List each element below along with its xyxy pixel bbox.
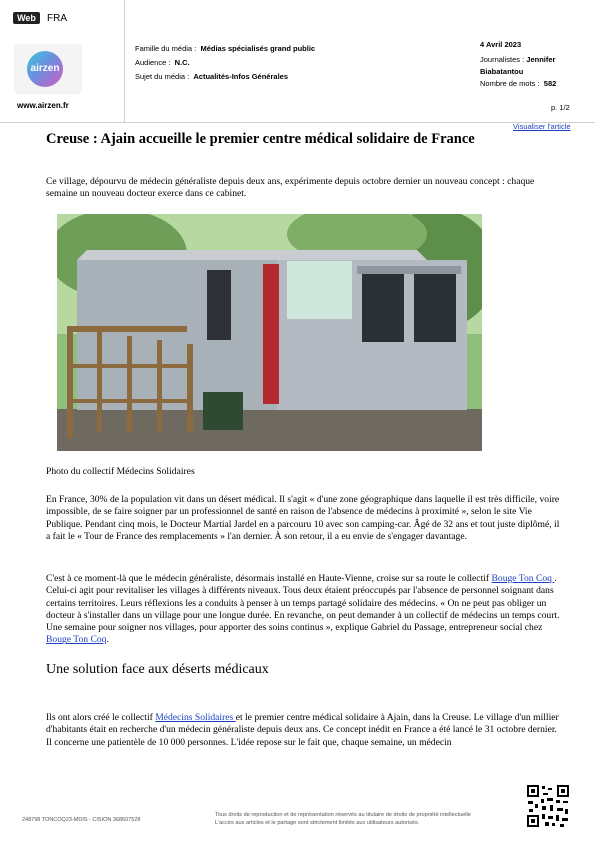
- bouge-ton-coq-link-2[interactable]: Bouge Ton Coq: [46, 634, 107, 646]
- site-url: www.airzen.fr: [17, 101, 69, 110]
- journalistes-label: Journalistes :: [480, 55, 525, 64]
- sujet-value: Actualités-Infos Générales: [193, 72, 288, 81]
- language-label: FRA: [47, 13, 67, 24]
- header-divider-horizontal: [0, 122, 595, 123]
- journalistes-value: Jennifer: [526, 55, 556, 64]
- audience-label: Audience :: [135, 58, 171, 67]
- article-title: Creuse : Ajain accueille le premier centre médical solidaire de France: [46, 131, 475, 147]
- medecins-solidaires-link[interactable]: Médecins Solidaires: [155, 712, 236, 723]
- article-lead: Ce village, dépourvu de médecin généraliste depuis deux ans, expérimente depuis octobre dernier un nouveau concept : chaque semaine un nouveau docteur exerce dans ce cabinet.: [46, 176, 535, 200]
- view-article-link[interactable]: Visualiser l'article: [513, 122, 571, 131]
- logo-text: airzen: [27, 51, 63, 87]
- sujet-label: Sujet du média :: [135, 72, 190, 81]
- page-number: p. 1/2: [551, 103, 570, 112]
- footer-rights-line-2: L'accès aux articles et le partage sont strictement limités aux utilisateurs autorisés.: [215, 820, 420, 826]
- paragraph-3: [46, 712, 561, 749]
- mots-value: 582: [543, 79, 557, 88]
- publication-date: 4 Avril 2023: [480, 40, 522, 49]
- bouge-ton-coq-link[interactable]: Bouge Ton Coq: [491, 573, 555, 584]
- mots-row: [480, 79, 556, 89]
- audience-row: [135, 58, 190, 68]
- journalistes-value-2: Biabatantou: [480, 67, 524, 76]
- paragraph-1: En France, 30% de la population vit dans un désert médical. Il s'agit « d'une zone géographique dans laquelle il est très difficile, voire impossible, de se faire soigner par un professionnel de santé en raison de l'absence de médecins à proximité », selon le site Vie Publique. Pendant cinq mois, le Docteur Martial Jardel en a parcouru 10 avec son camping-car. Âgé de 32 ans et tout juste diplômé, il a fait le « Tour de France des remplacements » l'an dernier. À son retour, il a eu envie de s'engager davantage.: [46, 494, 560, 542]
- paragraph-2-text-b: . Celui-ci agit pour revitaliser les villages à différents niveaux. Tous deux étaient préoccupés par l'absence de personnel soignant dans certains territoires. Leurs réflexions les a conduits à penser à un temps partagé solidaire des médecins. « On ne peut pas obliger un docteur à s'installer dans un village pour une longue durée. En revanche, on peut demander à un collectif de médecins un temps court. Une semaine pour soigner nos villages, pour apporter des soins continus », explique Gabriel du Passage, entrepreneur social chez: [46, 573, 560, 634]
- paragraph-2: [46, 573, 561, 647]
- article-photo: [57, 214, 482, 451]
- paragraph-2-text-c: .: [106, 634, 109, 646]
- paragraph-3-text-b: et le premier centre médical solidaire à Ajain, dans la Creuse. Le village d'un millier d'habitants était en recherche d'un médecin généraliste depuis deux ans. Ce concept inédit en France a été lancé le 31 octobre dernier. Il concerne une patientèle de 10 000 personnes. L'idée repose sur le fait que, chaque semaine, un médecin: [46, 712, 559, 748]
- famille-value: Médias spécialisés grand public: [200, 44, 316, 53]
- footer-rights-line-1: Tous droits de reproduction et de représentation réservés au titulaire de droits de propriété intellectuelle: [215, 812, 471, 818]
- journalistes-row: [480, 55, 555, 65]
- paragraph-3-text-a: Ils ont alors créé le collectif: [46, 712, 156, 723]
- audience-value: N.C.: [174, 58, 190, 67]
- famille-label: Famille du média :: [135, 44, 197, 53]
- famille-row: [135, 44, 315, 54]
- sujet-row: [135, 72, 288, 82]
- web-badge: Web: [13, 12, 40, 24]
- mots-label: Nombre de mots :: [480, 79, 540, 88]
- footer-rights: [215, 811, 515, 827]
- header-divider-vertical: [124, 0, 125, 122]
- photo-caption: Photo du collectif Médecins Solidaires: [46, 466, 195, 477]
- media-logo: [14, 44, 82, 94]
- footer-reference: 248798 TONCOQ23-MDIS - CISION 368607528: [22, 817, 141, 823]
- section-heading: Une solution face aux déserts médicaux: [46, 662, 269, 677]
- qr-code-icon: [526, 784, 570, 828]
- paragraph-2-text-a: C'est à ce moment-là que le médecin généraliste, désormais installé en Haute-Vienne, croise sur sa route le collectif: [46, 573, 492, 584]
